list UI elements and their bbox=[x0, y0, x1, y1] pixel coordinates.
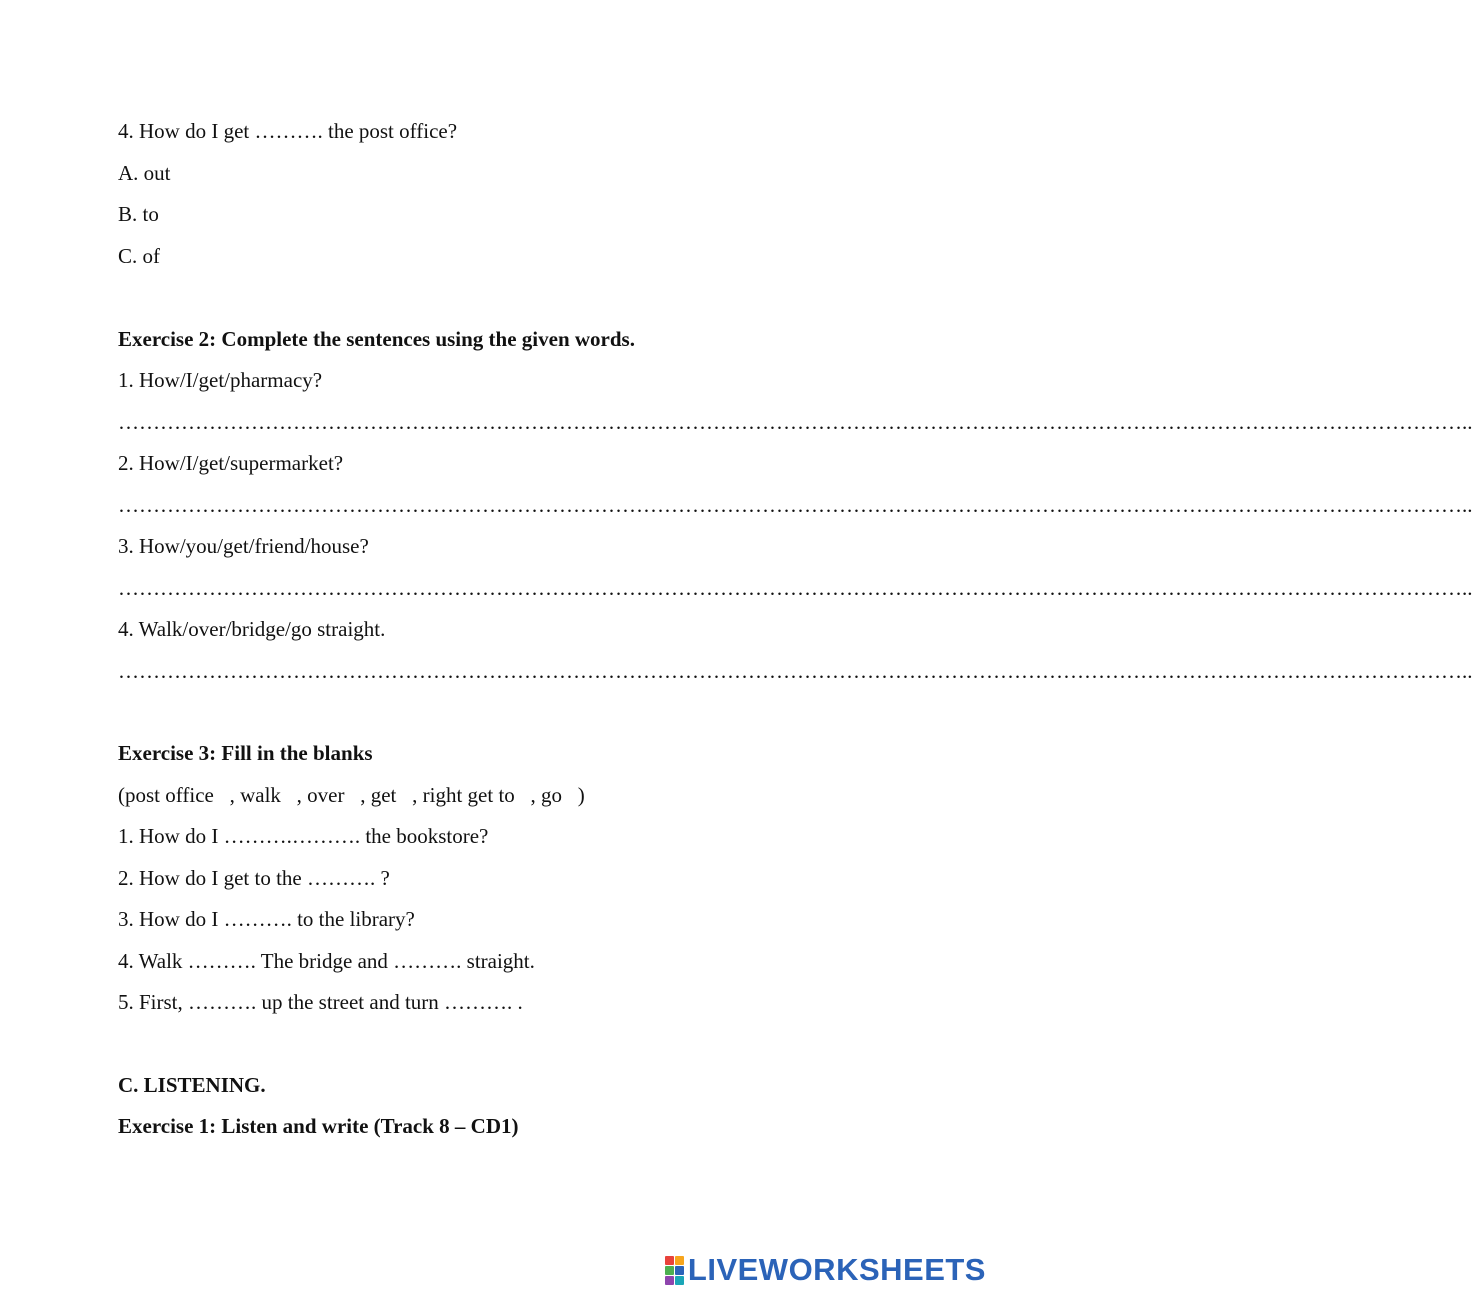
logo-block bbox=[675, 1256, 684, 1265]
exercise-3-item-2: 2. How do I get to the ………. ? bbox=[118, 866, 390, 890]
exercise-3-item-3: 3. How do I ………. to the library? bbox=[118, 907, 415, 931]
answer-line-3[interactable]: ………………………………………………………………………………………………………………………………………………………………………….. bbox=[118, 576, 1473, 600]
exercise-3-item-4: 4. Walk ………. The bridge and ………. straight. bbox=[118, 949, 535, 973]
exercise-3-title: Exercise 3: Fill in the blanks bbox=[118, 741, 373, 765]
option-b: B. to bbox=[118, 202, 159, 226]
question-4: 4. How do I get ………. the post office? bbox=[118, 119, 458, 143]
answer-line-2[interactable]: ………………………………………………………………………………………………………………………………………………………………………….. bbox=[118, 493, 1473, 517]
logo-block bbox=[675, 1266, 684, 1275]
listening-exercise-1-title: Exercise 1: Listen and write (Track 8 – CD1) bbox=[118, 1114, 519, 1138]
answer-line-4[interactable]: ………………………………………………………………………………………………………………………………………………………………………….. bbox=[118, 659, 1473, 683]
exercise-2-item-1: 1. How/I/get/pharmacy? bbox=[118, 368, 323, 392]
word-bank: (post office , walk , over , get , right get to , go ) bbox=[118, 783, 585, 807]
exercise-3-item-1: 1. How do I ……….………. the bookstore? bbox=[118, 824, 489, 848]
exercise-2-item-2: 2. How/I/get/supermarket? bbox=[118, 451, 344, 475]
exercise-2-item-3: 3. How/you/get/friend/house? bbox=[118, 534, 369, 558]
logo-block bbox=[665, 1256, 674, 1265]
answer-line-1[interactable]: ………………………………………………………………………………………………………………………………………………………………………….. bbox=[118, 410, 1473, 434]
logo-block bbox=[665, 1276, 674, 1285]
option-a: A. out bbox=[118, 161, 171, 185]
logo-block bbox=[675, 1276, 684, 1285]
option-c: C. of bbox=[118, 244, 160, 268]
listening-section-title: C. LISTENING. bbox=[118, 1073, 266, 1097]
exercise-2-item-4: 4. Walk/over/bridge/go straight. bbox=[118, 617, 386, 641]
logo-block bbox=[665, 1266, 674, 1275]
logo-blocks-icon bbox=[665, 1256, 684, 1285]
exercise-3-item-5: 5. First, ………. up the street and turn ………. . bbox=[118, 990, 523, 1014]
exercise-2-title: Exercise 2: Complete the sentences using the given words. bbox=[118, 327, 635, 351]
logo-text: LIVEWORKSHEETS bbox=[687, 1252, 986, 1287]
liveworksheets-logo bbox=[665, 1253, 986, 1287]
